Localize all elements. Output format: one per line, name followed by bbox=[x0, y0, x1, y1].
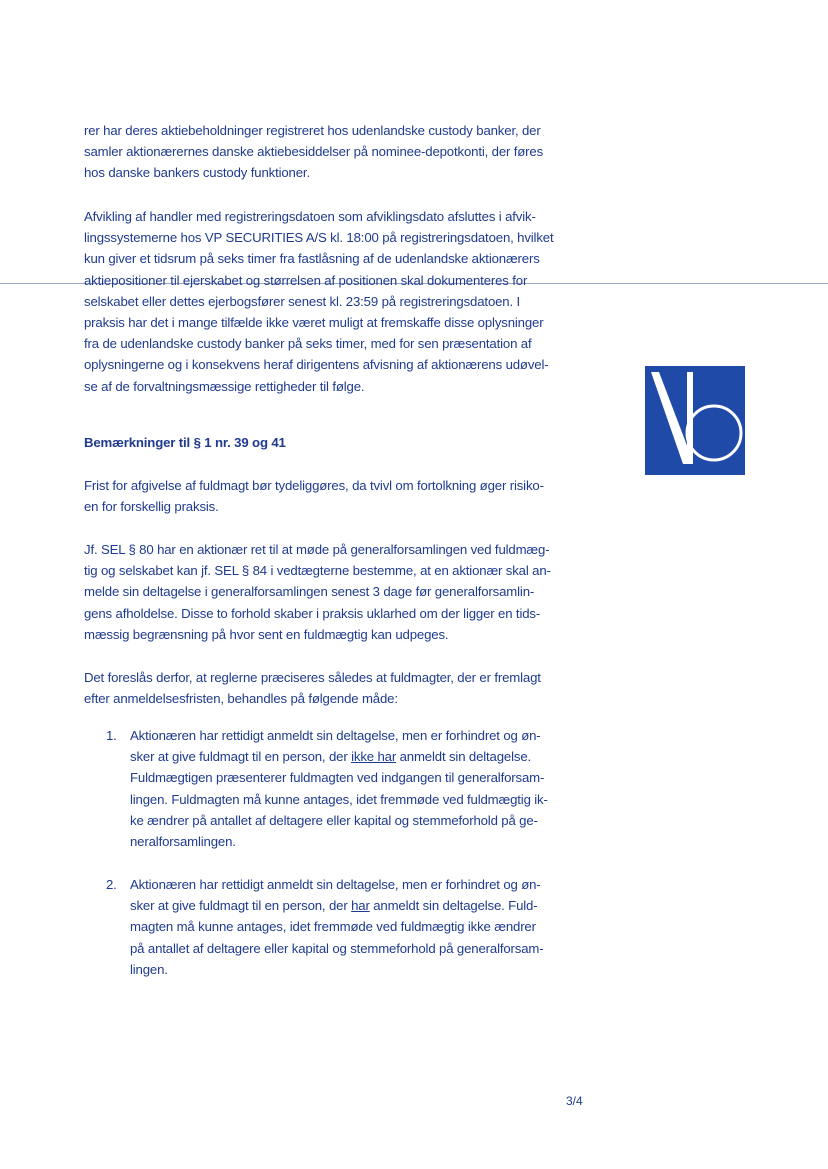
text-line bbox=[130, 746, 548, 767]
text-line: melde sin deltagelse i generalforsamlingen senest 3 dage før generalforsamlin- bbox=[84, 584, 535, 600]
paragraph-sel-80 bbox=[84, 539, 584, 645]
text-line: se af de forvaltningsmæssige rettigheder til følge. bbox=[84, 378, 365, 394]
text-line: Det foreslås derfor, at reglerne præciseres således at fuldmagter, der er fremlagt bbox=[84, 670, 541, 685]
vp-logo bbox=[645, 366, 745, 475]
text-line: Afvikling af handler med registreringsdatoen som afviklingsdato afsluttes i afvik- bbox=[84, 209, 536, 224]
text-line: tig og selskabet kan jf. SEL § 84 i vedtægterne bestemme, at en aktionær skal an- bbox=[84, 563, 551, 579]
text-line: Aktionæren har rettidigt anmeldt sin deltagelse, men er forhindret og øn- bbox=[130, 877, 541, 892]
text-line: ke ændrer på antallet af deltagere eller kapital og stemmeforhold på ge- bbox=[130, 812, 538, 828]
page-number: 3/4 bbox=[566, 1094, 583, 1108]
text-line: på antallet af deltagere eller kapital og stemmeforhold på generalforsam- bbox=[130, 940, 544, 956]
text-line: Jf. SEL § 80 har en aktionær ret til at møde på generalforsamlingen ved fuldmæg- bbox=[84, 542, 550, 557]
list-item bbox=[106, 725, 586, 865]
list-item-body bbox=[130, 725, 548, 852]
text-line: gens afholdelse. Disse to forhold skaber i praksis uklarhed om der ligger en tids- bbox=[84, 605, 541, 621]
text-line: oplysningerne og i konsekvens heraf dirigentens afvisning af aktionærens udøvel- bbox=[84, 357, 549, 373]
text-line: en for forskellig praksis. bbox=[84, 499, 219, 515]
text-line: fra de udenlandske custody banker på seks timer, med for sen præsentation af bbox=[84, 336, 532, 352]
list-number: 1. bbox=[106, 728, 117, 743]
text-segment: sker at give fuldmagt til en person, der bbox=[130, 898, 352, 914]
text-line: hos danske bankers custody funktioner. bbox=[84, 165, 310, 181]
text-line: kun giver et tidsrum på seks timer fra fastlåsning af de udenlandske aktionærers bbox=[84, 251, 540, 267]
text-segment: anmeldt sin deltagelse. Fuld- bbox=[369, 898, 538, 914]
text-line: samler aktionærernes danske aktiebesiddelser på nominee-depotkonti, der føres bbox=[84, 144, 544, 160]
text-line: mæssig begrænsning på hvor sent en fuldmægtig kan udpeges. bbox=[84, 626, 449, 642]
text-segment: anmeldt sin deltagelse. bbox=[396, 749, 532, 765]
text-line: neralforsamlingen. bbox=[130, 834, 236, 850]
text-line: lingen. bbox=[130, 961, 168, 977]
text-line: Fuldmægtigen præsenterer fuldmagten ved indgangen til generalforsam- bbox=[130, 770, 545, 786]
paragraph-proxy-deadline bbox=[84, 475, 584, 517]
paragraph-proposal bbox=[84, 667, 584, 709]
text-line: Frist for afgivelse af fuldmagt bør tydeliggøres, da tvivl om fortolkning øger risiko- bbox=[84, 478, 544, 493]
underlined-text: har bbox=[351, 898, 370, 914]
text-segment: sker at give fuldmagt til en person, der bbox=[130, 749, 352, 765]
text-line: Aktionæren har rettidigt anmeldt sin deltagelse, men er forhindret og øn- bbox=[130, 728, 541, 743]
text-line: selskabet eller dettes ejerbogsfører senest kl. 23:59 på registreringsdatoen. I bbox=[84, 293, 521, 309]
text-line: praksis har det i mange tilfælde ikke været muligt at fremskaffe disse oplysninger bbox=[84, 315, 544, 331]
text-line: lingen. Fuldmagten må kunne antages, idet fremmøde ved fuldmægtig ik- bbox=[130, 791, 548, 807]
text-line: aktiepositioner til ejerskabet og størrelsen af positionen skal dokumenteres for bbox=[84, 272, 528, 288]
text-line: efter anmeldelsesfristen, behandles på følgende måde: bbox=[84, 691, 398, 707]
underlined-text: ikke har bbox=[351, 749, 397, 765]
list-number: 2. bbox=[106, 877, 117, 892]
text-line: lingssystemerne hos VP SECURITIES A/S kl. 18:00 på registreringsdatoen, hvilket bbox=[84, 230, 554, 246]
paragraph-custody bbox=[84, 120, 584, 184]
paragraph-settlement bbox=[84, 206, 584, 397]
list-item-body bbox=[130, 874, 544, 980]
text-line: rer har deres aktiebeholdninger registreret hos udenlandske custody banker, der bbox=[84, 123, 541, 138]
section-heading: Bemærkninger til § 1 nr. 39 og 41 bbox=[84, 435, 286, 450]
text-line bbox=[130, 895, 544, 916]
list-item bbox=[106, 874, 586, 984]
text-line: magten må kunne antages, idet fremmøde ved fuldmægtig ikke ændrer bbox=[130, 919, 536, 935]
